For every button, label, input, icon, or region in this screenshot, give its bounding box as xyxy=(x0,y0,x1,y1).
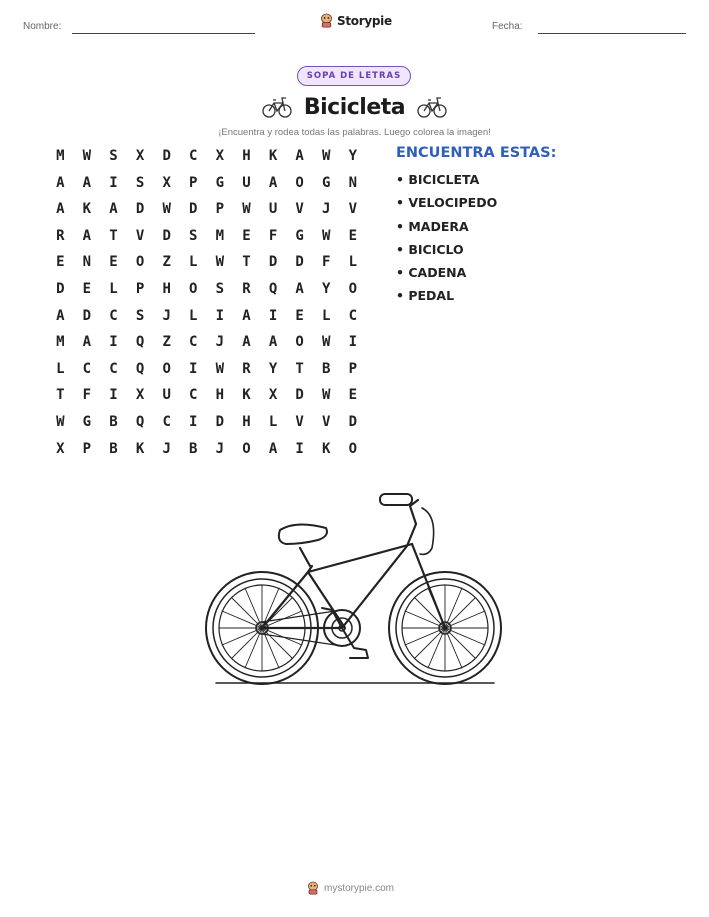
grid-letter[interactable]: G xyxy=(295,227,304,244)
grid-letter[interactable]: N xyxy=(82,254,92,271)
brand-name: Storypie xyxy=(337,13,392,28)
grid-letter[interactable]: O xyxy=(348,440,358,457)
grid-letter[interactable]: C xyxy=(109,360,118,377)
grid-row xyxy=(47,146,366,173)
grid-letter[interactable]: X xyxy=(56,440,65,457)
grid-letter[interactable]: D xyxy=(162,227,171,244)
grid-letter[interactable]: A xyxy=(268,334,278,351)
grid-letter[interactable]: I xyxy=(268,307,278,324)
date-label: Fecha: xyxy=(492,21,523,32)
grid-letter[interactable]: O xyxy=(162,360,171,377)
grid-letter[interactable]: E xyxy=(348,387,358,404)
grid-letter[interactable]: X xyxy=(162,174,171,191)
grid-letter[interactable]: C xyxy=(189,334,198,351)
grid-letter[interactable]: O xyxy=(295,334,304,351)
grid-letter[interactable]: D xyxy=(56,280,65,297)
brand-logo xyxy=(320,13,392,28)
grid-letter[interactable]: H xyxy=(242,413,251,430)
grid-letter[interactable]: A xyxy=(56,174,65,191)
word-list-item: • PEDAL xyxy=(396,288,455,304)
grid-letter[interactable]: D xyxy=(295,254,304,271)
title-row xyxy=(0,90,709,124)
grid-letter[interactable]: A xyxy=(56,201,65,218)
grid-letter[interactable]: S xyxy=(109,148,118,164)
grid-letter[interactable]: K xyxy=(82,201,92,218)
grid-letter[interactable]: K xyxy=(322,440,331,457)
grid-letter[interactable]: J xyxy=(162,440,171,457)
grid-letter[interactable]: H xyxy=(242,148,251,164)
grid-letter[interactable]: I xyxy=(348,334,358,351)
page-title: Bicicleta xyxy=(303,94,406,120)
grid-letter[interactable]: G xyxy=(215,174,225,191)
grid-letter[interactable]: F xyxy=(268,227,278,244)
grid-letter[interactable]: P xyxy=(348,360,358,377)
grid-letter[interactable]: A xyxy=(82,227,92,244)
grid-letter[interactable]: W xyxy=(322,334,331,351)
grid-letter[interactable]: O xyxy=(242,440,251,457)
grid-letter[interactable]: R xyxy=(242,360,251,377)
footer xyxy=(307,881,394,895)
grid-letter[interactable]: D xyxy=(189,201,198,218)
grid-letter[interactable]: X xyxy=(215,148,225,164)
grid-letter[interactable]: I xyxy=(295,440,304,457)
word-list-item: • BICICLO xyxy=(396,241,464,257)
grid-letter[interactable]: V xyxy=(295,201,304,218)
grid-letter[interactable]: W xyxy=(322,148,331,164)
grid-letter[interactable]: J xyxy=(162,307,171,324)
grid-letter[interactable]: C xyxy=(348,307,358,324)
grid-letter[interactable]: S xyxy=(135,174,145,191)
grid-letter[interactable]: J xyxy=(322,201,331,218)
grid-letter[interactable]: E xyxy=(82,280,92,297)
grid-letter[interactable]: I xyxy=(109,174,118,191)
grid-letter[interactable]: L xyxy=(189,254,198,271)
grid-letter[interactable]: W xyxy=(162,201,171,218)
grid-letter[interactable]: G xyxy=(82,413,92,430)
storypie-mascot-icon xyxy=(320,13,333,28)
grid-letter[interactable]: P xyxy=(215,201,225,218)
grid-letter[interactable]: E xyxy=(109,254,118,271)
grid-letter[interactable]: T xyxy=(109,227,118,244)
grid-letter[interactable]: C xyxy=(162,413,171,430)
grid-letter[interactable]: A xyxy=(82,334,92,351)
grid-letter[interactable]: V xyxy=(295,413,304,430)
grid-letter[interactable]: Y xyxy=(268,360,278,377)
grid-letter[interactable]: T xyxy=(295,360,304,377)
grid-row xyxy=(47,439,366,466)
grid-letter[interactable]: C xyxy=(189,387,198,404)
name-field-line[interactable] xyxy=(72,33,255,34)
grid-letter[interactable]: A xyxy=(242,334,251,351)
grid-letter[interactable]: J xyxy=(215,334,225,351)
grid-letter[interactable]: V xyxy=(348,201,358,218)
grid-letter[interactable]: M xyxy=(56,148,65,164)
grid-letter[interactable]: G xyxy=(322,174,331,191)
grid-letter[interactable]: F xyxy=(82,387,92,404)
grid-letter[interactable]: D xyxy=(135,201,145,218)
grid-letter[interactable]: I xyxy=(109,334,118,351)
grid-letter[interactable]: C xyxy=(189,148,198,164)
word-list-item: • MADERA xyxy=(396,218,469,234)
grid-letter[interactable]: V xyxy=(135,227,145,244)
bicycle-icon xyxy=(262,95,292,119)
word-list-item: • VELOCIPEDO xyxy=(396,195,498,211)
grid-letter[interactable]: Q xyxy=(135,413,145,430)
grid-letter[interactable]: L xyxy=(268,413,278,430)
grid-letter[interactable]: A xyxy=(268,174,278,191)
storypie-mascot-icon xyxy=(307,881,319,895)
grid-letter[interactable]: B xyxy=(322,360,331,377)
grid-letter[interactable]: W xyxy=(215,254,225,271)
grid-letter[interactable]: B xyxy=(109,440,118,457)
grid-letter[interactable]: Q xyxy=(268,280,278,297)
grid-letter[interactable]: J xyxy=(215,440,225,457)
date-field-line[interactable] xyxy=(538,33,686,34)
grid-letter[interactable]: W xyxy=(82,148,92,164)
grid-letter[interactable]: B xyxy=(189,440,198,457)
grid-letter[interactable]: A xyxy=(82,174,92,191)
grid-letter[interactable]: D xyxy=(162,148,171,164)
grid-letter[interactable]: L xyxy=(348,254,358,271)
grid-letter[interactable]: A xyxy=(242,307,251,324)
grid-letter[interactable]: R xyxy=(56,227,65,244)
grid-letter[interactable]: E xyxy=(56,254,65,271)
grid-letter[interactable]: K xyxy=(135,440,145,457)
grid-letter[interactable]: A xyxy=(56,307,65,324)
grid-letter[interactable]: Y xyxy=(348,148,358,164)
grid-letter[interactable]: W xyxy=(322,227,331,244)
grid-letter[interactable]: U xyxy=(268,201,278,218)
grid-letter[interactable]: O xyxy=(135,254,145,271)
grid-row xyxy=(47,306,366,333)
grid-letter[interactable]: I xyxy=(215,307,225,324)
grid-letter[interactable]: W xyxy=(56,413,65,430)
grid-letter[interactable]: B xyxy=(109,413,118,430)
footer-url[interactable]: mystorypie.com xyxy=(324,882,395,894)
grid-letter[interactable]: D xyxy=(215,413,225,430)
grid-letter[interactable]: K xyxy=(242,387,251,404)
grid-letter[interactable]: L xyxy=(322,307,331,324)
grid-letter[interactable]: X xyxy=(135,148,145,164)
grid-letter[interactable]: X xyxy=(268,387,278,404)
grid-letter[interactable]: S xyxy=(215,280,225,297)
grid-letter[interactable]: A xyxy=(109,201,118,218)
grid-letter[interactable]: X xyxy=(135,387,145,404)
grid-letter[interactable]: L xyxy=(189,307,198,324)
word-list-item: • CADENA xyxy=(396,265,467,281)
grid-letter[interactable]: E xyxy=(242,227,251,244)
grid-letter[interactable]: E xyxy=(348,227,358,244)
grid-letter[interactable]: T xyxy=(56,387,65,404)
grid-letter[interactable]: U xyxy=(162,387,171,404)
grid-letter[interactable]: L xyxy=(109,280,118,297)
grid-letter[interactable]: H xyxy=(162,280,171,297)
grid-letter[interactable]: D xyxy=(82,307,92,324)
grid-letter[interactable]: W xyxy=(215,360,225,377)
grid-letter[interactable]: W xyxy=(322,387,331,404)
grid-letter[interactable]: T xyxy=(242,254,251,271)
grid-letter[interactable]: Q xyxy=(135,334,145,351)
grid-letter[interactable]: Z xyxy=(162,334,171,351)
grid-letter[interactable]: C xyxy=(82,360,92,377)
grid-letter[interactable]: R xyxy=(242,280,251,297)
grid-letter[interactable]: D xyxy=(295,387,304,404)
grid-letter[interactable]: A xyxy=(295,280,304,297)
letter-grid xyxy=(47,146,366,465)
grid-letter[interactable]: Q xyxy=(135,360,145,377)
grid-letter[interactable]: F xyxy=(322,254,331,271)
grid-letter[interactable]: O xyxy=(295,174,304,191)
grid-row xyxy=(47,199,366,226)
grid-letter[interactable]: A xyxy=(295,148,304,164)
grid-letter[interactable]: O xyxy=(348,280,358,297)
bicycle-icon xyxy=(417,95,447,119)
name-label: Nombre: xyxy=(23,21,62,32)
grid-letter[interactable]: Z xyxy=(162,254,171,271)
word-list-item: • BICICLETA xyxy=(396,172,480,187)
grid-letter[interactable]: S xyxy=(135,307,145,324)
grid-row xyxy=(47,252,366,279)
grid-letter[interactable]: V xyxy=(322,413,331,430)
grid-letter[interactable]: Y xyxy=(322,280,331,297)
grid-row xyxy=(47,332,366,359)
grid-letter[interactable]: I xyxy=(109,387,118,404)
grid-row xyxy=(47,173,366,200)
word-list xyxy=(396,172,497,312)
grid-letter[interactable]: P xyxy=(135,280,145,297)
grid-letter[interactable]: M xyxy=(56,334,65,351)
word-list-title: ENCUENTRA ESTAS: xyxy=(396,145,557,161)
grid-row xyxy=(47,226,366,253)
grid-letter[interactable]: A xyxy=(268,440,278,457)
grid-letter[interactable]: E xyxy=(295,307,304,324)
grid-letter[interactable]: S xyxy=(189,227,198,244)
bicycle-illustration xyxy=(200,486,505,691)
grid-letter[interactable]: O xyxy=(189,280,198,297)
grid-letter[interactable]: P xyxy=(82,440,92,457)
grid-row xyxy=(47,279,366,306)
grid-row xyxy=(47,412,366,439)
grid-letter[interactable]: D xyxy=(348,413,358,430)
grid-letter[interactable]: N xyxy=(348,174,358,191)
grid-letter[interactable]: W xyxy=(242,201,251,218)
grid-letter[interactable]: H xyxy=(215,387,225,404)
grid-letter[interactable]: K xyxy=(268,148,278,164)
grid-letter[interactable]: P xyxy=(189,174,198,191)
grid-letter[interactable]: C xyxy=(109,307,118,324)
puzzle-type-badge: SOPA DE LETRAS xyxy=(297,66,411,86)
grid-letter[interactable]: I xyxy=(189,360,198,377)
grid-row xyxy=(47,385,366,412)
grid-letter[interactable]: U xyxy=(242,174,251,191)
grid-letter[interactable]: M xyxy=(215,227,225,244)
grid-letter[interactable]: D xyxy=(268,254,278,271)
grid-row xyxy=(47,359,366,386)
grid-letter[interactable]: L xyxy=(56,360,65,377)
instructions: ¡Encuentra y rodea todas las palabras. Luego colorea la imagen! xyxy=(218,127,491,138)
grid-letter[interactable]: I xyxy=(189,413,198,430)
